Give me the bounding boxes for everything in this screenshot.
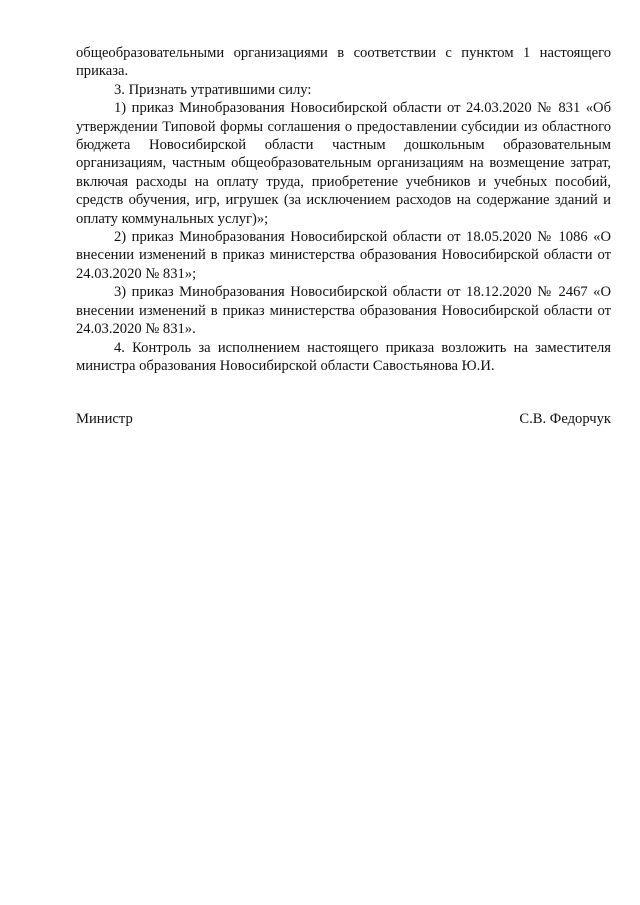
paragraph-item-3: 3. Признать утратившими силу: [114,81,312,98]
paragraph-subitem-1: 1) приказ Минобразования Новосибирской области от 24.03.2020 № 831 «Об утверждении Типовой формы соглашения о предоставлении субсидии из областного бюджета Новосибирской области частным дошкольным образовательным организациям, частным общеобразовательным организациям на возмещение затрат, включая расходы на оплату труда, приобретение учебников и учебных пособий, средств обучения, игр, игрушек (за исключением расходов на содержание зданий и оплату коммунальных услуг)»; [76,100,611,227]
paragraph-subitem-3: 3) приказ Минобразования Новосибирской области от 18.12.2020 № 2467 «О внесении изменений в приказ министерства образования Новосибирской области от 24.03.2020 № 831». [76,284,611,338]
signature-block [76,410,611,428]
paragraph-item-4: 4. Контроль за исполнением настоящего приказа возложить на заместителя министра образования Новосибирской области Савостьянова Ю.И. [76,339,611,374]
paragraph-continuation: общеобразовательными организациями в соответствии с пунктом 1 настоящего приказа. [76,45,611,80]
paragraph-subitem-2: 2) приказ Минобразования Новосибирской области от 18.05.2020 № 1086 «О внесении изменений в приказ министерства образования Новосибирской области от 24.03.2020 № 831»; [76,229,611,282]
signatory-name: С.В. Федорчук [519,411,611,427]
document-body [76,44,611,375]
signatory-position: Министр [76,411,133,427]
